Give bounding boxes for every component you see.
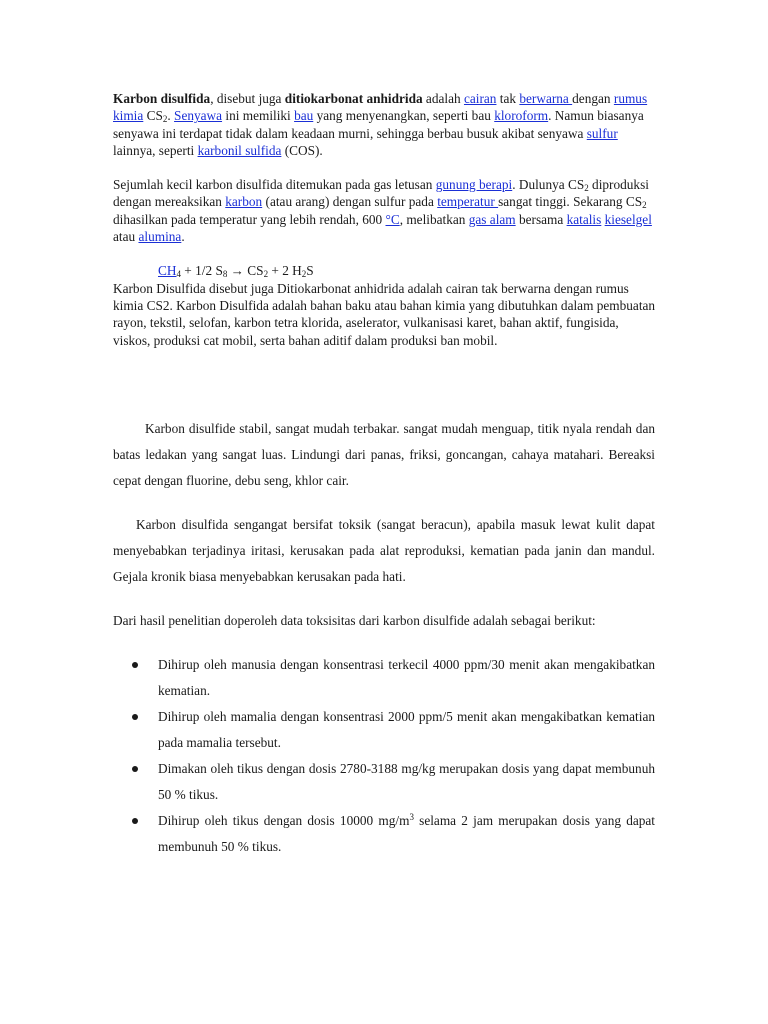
list-item [113, 756, 655, 808]
paragraph-toxic: Karbon disulfida sengangat bersifat toksik (sangat beracun), apabila masuk lewat kulit dapat menyebabkan terjadinya iritasi, kerusakan pada alat reproduksi, kematian pada janin dan mandul. Gejala kronik biasa menyebabkan kerusakan pada hati. [113, 517, 655, 584]
text-span: , disebut juga [210, 91, 285, 106]
superscript: 3 [409, 812, 414, 822]
text-span: + 2 H [268, 263, 302, 279]
paragraph-spacer [113, 245, 658, 262]
text-span: dihasilkan pada temperatur yang lebih rendah, 600 [113, 211, 386, 227]
link-karbonil-sulfida[interactable]: karbonil sulfida [197, 142, 282, 158]
text-span: , melibatkan [399, 211, 469, 227]
paragraph-production [113, 176, 658, 245]
list-item [113, 704, 655, 756]
bullet-icon [132, 714, 138, 720]
link-katalis[interactable]: katalis [566, 211, 602, 227]
link-bau[interactable]: bau [294, 108, 314, 124]
link-alumina[interactable]: alumina [138, 229, 182, 245]
toxicity-section [113, 416, 655, 860]
subscript: 4 [176, 269, 181, 280]
text-span: diproduksi dengan mereaksikan [113, 177, 649, 210]
text-span: . [167, 108, 175, 124]
subscript: 8 [222, 269, 228, 280]
text-span: . Dulunya CS [512, 177, 585, 193]
link-celsius[interactable]: °C [385, 211, 400, 227]
text-span: tak [496, 91, 520, 106]
text-span: lainnya, seperti [113, 142, 198, 158]
text-span: S [306, 263, 314, 279]
text-span: . Namun biasanya senyawa ini terdapat tidak dalam keadaan murni, sehingga berbau busuk akibat senyawa [113, 108, 644, 141]
text-span: (atau arang) dengan sulfur pada [262, 194, 438, 210]
list-item-text: Dihirup oleh manusia dengan konsentrasi terkecil 4000 ppm/30 menit akan mengakibatkan kematian. [158, 657, 655, 698]
text-span: bersama [515, 211, 567, 227]
subscript: 2 [263, 269, 269, 280]
list-item [113, 808, 655, 860]
text-span: yang menyenangkan, seperti bau [313, 108, 495, 124]
link-ch4[interactable]: CH [158, 263, 177, 279]
link-temperatur[interactable]: temperatur [437, 194, 499, 210]
subscript: 2 [162, 114, 168, 125]
list-item [113, 652, 655, 704]
article-excerpt [113, 90, 658, 349]
text-span: ini memiliki [222, 108, 295, 124]
link-gas-alam[interactable]: gas alam [468, 211, 516, 227]
subscript: 2 [642, 200, 647, 211]
list-item-text: Dihirup oleh tikus dengan dosis 10000 mg/m [158, 813, 410, 828]
text-span: → CS [227, 263, 264, 279]
link-kieselgel[interactable]: kieselgel [604, 211, 652, 227]
link-kloroform[interactable]: kloroform [494, 108, 549, 124]
text-span: adalah [422, 91, 464, 106]
link-gunung-berapi[interactable]: gunung berapi [435, 177, 513, 193]
list-item-text: Dimakan oleh tikus dengan dosis 2780-3188 mg/kg merupakan dosis yang dapat membunuh 50 % tikus. [158, 761, 655, 802]
text-span: dengan [572, 91, 614, 106]
paragraph-stability: Karbon disulfide stabil, sangat mudah terbakar. sangat mudah menguap, titik nyala rendah dan batas ledakan yang sangat luas. Lindungi dari panas, friksi, goncangan, cahaya matahari. Bereaksi cepat dengan fluorine, debu seng, khlor cair. [113, 421, 655, 488]
paragraph-spacer [113, 159, 658, 176]
link-sulfur[interactable]: sulfur [586, 125, 618, 141]
bullet-icon [132, 818, 138, 824]
term-ditiokarbonat: ditiokarbonat anhidrida [284, 91, 423, 106]
text-span: (COS). [281, 142, 323, 158]
chemical-equation [113, 262, 658, 279]
link-rumus-kimia[interactable]: rumus kimia [113, 91, 648, 124]
term-karbon-disulfida: Karbon disulfida [113, 91, 211, 106]
text-span: sangat tinggi. Sekarang CS [498, 194, 643, 210]
toxicity-list [113, 652, 655, 860]
subscript: 2 [301, 269, 307, 280]
list-item-text: selama 2 jam merupakan dosis yang dapat membunuh 50 % tikus. [158, 813, 656, 854]
link-karbon[interactable]: karbon [225, 194, 263, 210]
link-berwarna[interactable]: berwarna [519, 91, 573, 106]
text-span: + 1/2 S [180, 263, 223, 279]
subscript: 2 [584, 183, 589, 194]
link-senyawa[interactable]: Senyawa [174, 108, 223, 124]
text-span: atau [113, 229, 139, 245]
text-span: CS [143, 108, 163, 124]
list-item-text: Dihirup oleh mamalia dengan konsentrasi 2000 ppm/5 menit akan mengakibatkan kematian pada mamalia tersebut. [158, 709, 655, 750]
text-span: Sejumlah kecil karbon disulfida ditemukan pada gas letusan [113, 177, 436, 193]
bullet-icon [132, 662, 138, 668]
paragraph-research-intro: Dari hasil penelitian doperoleh data toksisitas dari karbon disulfide adalah sebagai berikut: [113, 613, 596, 628]
bullet-icon [132, 766, 138, 772]
link-cairan[interactable]: cairan [463, 91, 497, 106]
paragraph-intro [113, 90, 658, 159]
paragraph-uses: Karbon Disulfida disebut juga Ditiokarbonat anhidrida adalah cairan tak berwarna dengan rumus kimia CS2. Karbon Disulfida adalah bahan baku atau bahan kimia yang dibutuhkan dalam pembuatan rayon, tekstil, selofan, karbon tetra klorida, aselerator, vulkanisasi karet, bahan aktif, fungisida, viskos, produksi cat mobil, serta bahan aditif dalam produksi ban mobil. [113, 280, 656, 348]
text-span: . [181, 229, 185, 245]
